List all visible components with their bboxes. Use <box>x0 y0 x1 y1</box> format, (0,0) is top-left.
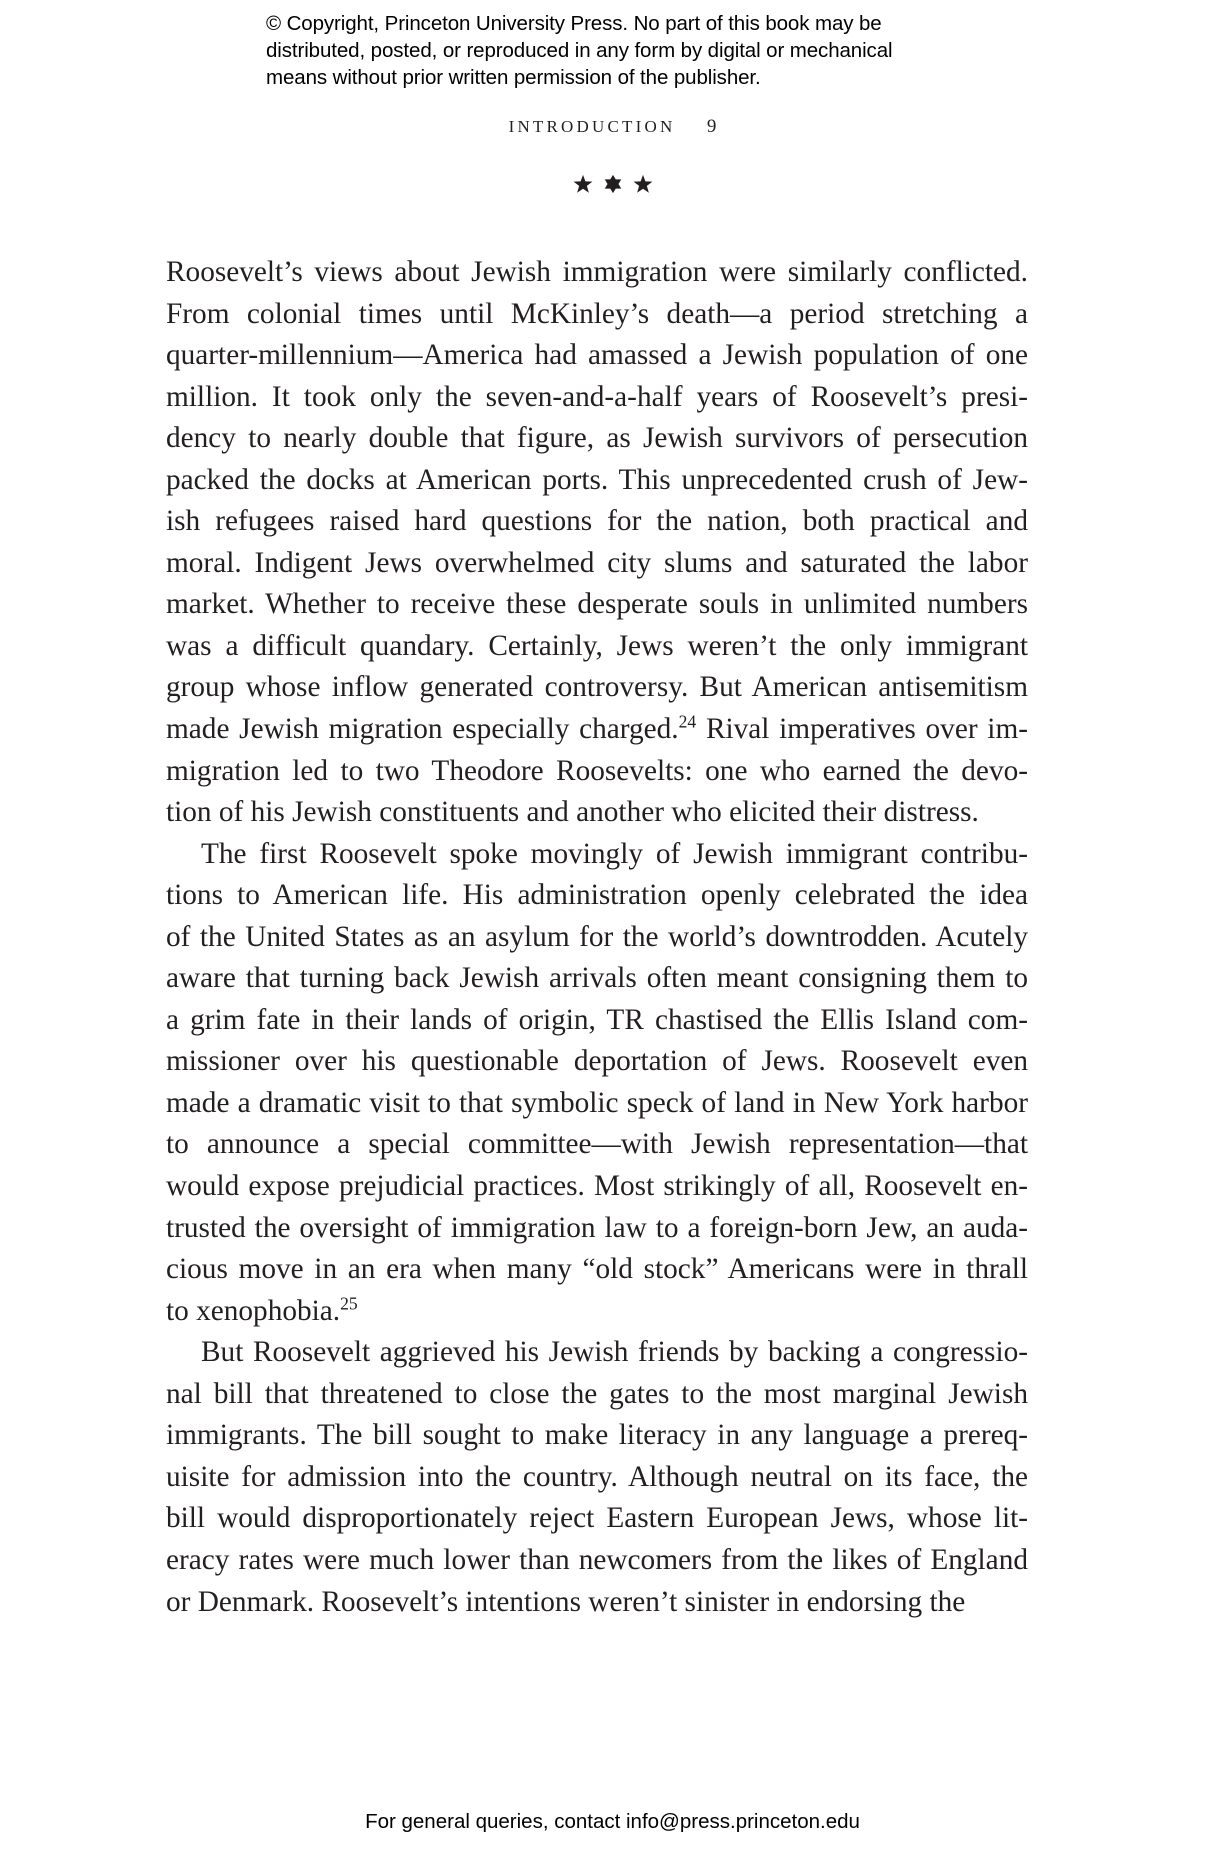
copyright-notice <box>266 10 986 91</box>
page-number: 9 <box>706 116 717 137</box>
text-line <box>166 1415 1028 1457</box>
footer-contact: For general queries, contact info@press.princeton.edu <box>365 1810 860 1833</box>
line-text: made Jewish migration especially charged. <box>166 713 679 746</box>
copyright-line: means without prior written permission of the publisher. <box>266 66 761 89</box>
text-line <box>166 1041 1028 1083</box>
line-text: group whose inflow generated controversy. But American antisemitism <box>166 671 1028 704</box>
line-text: ish refugees raised hard questions for the nation, both practical and <box>166 505 1028 538</box>
text-line <box>166 1457 1028 1499</box>
five-pointed-star-icon <box>572 173 594 195</box>
text-line <box>166 1124 1028 1166</box>
text-line <box>166 1332 1028 1374</box>
line-text: tion of his Jewish constituents and another who elicited their distress. <box>166 796 979 829</box>
line-text: trusted the oversight of immigration law to a foreign-born Jew, an auda- <box>166 1211 1028 1244</box>
footnote-reference[interactable]: 25 <box>340 1293 358 1314</box>
text-line <box>166 709 1028 751</box>
text-line <box>166 1166 1028 1208</box>
line-text: tions to American life. His administration openly celebrated the idea <box>166 879 1028 912</box>
text-line <box>166 1291 1028 1333</box>
line-text: Rival imperatives over im- <box>696 713 1028 746</box>
text-line <box>166 501 1028 543</box>
paragraph <box>166 252 1028 834</box>
text-line <box>166 418 1028 460</box>
text-line <box>166 335 1028 377</box>
line-text: bill would disproportionately reject Eastern European Jews, whose lit- <box>166 1502 1028 1535</box>
text-line <box>166 958 1028 1000</box>
text-line <box>166 377 1028 419</box>
paragraph <box>166 834 1028 1333</box>
text-line <box>166 584 1028 626</box>
text-line <box>166 252 1028 294</box>
text-line <box>166 1249 1028 1291</box>
line-text: migration led to two Theodore Roosevelts: one who earned the devo- <box>166 754 1028 787</box>
text-line <box>166 543 1028 585</box>
line-text: missioner over his questionable deportation of Jews. Roosevelt even <box>166 1045 1028 1078</box>
copyright-line: distributed, posted, or reproduced in any form by digital or mechanical <box>266 39 893 62</box>
line-text: The first Roosevelt spoke movingly of Jewish immigrant contribu- <box>201 837 1028 870</box>
paragraph <box>166 1332 1028 1623</box>
text-line <box>166 460 1028 502</box>
line-text: to announce a special committee—with Jewish representation—that <box>166 1128 1028 1161</box>
line-text: a grim fate in their lands of origin, TR chastised the Ellis Island com- <box>166 1003 1028 1036</box>
line-text: made a dramatic visit to that symbolic speck of land in New York harbor <box>166 1086 1028 1119</box>
six-pointed-star-icon <box>602 173 624 195</box>
running-head <box>0 116 1225 138</box>
line-text: to xenophobia. <box>166 1294 341 1327</box>
line-text: moral. Indigent Jews overwhelmed city slums and saturated the labor <box>166 546 1028 579</box>
text-line <box>166 626 1028 668</box>
line-text: was a difficult quandary. Certainly, Jews weren’t the only immigrant <box>166 629 1028 662</box>
section-break-ornament <box>0 173 1225 195</box>
line-text: aware that turning back Jewish arrivals often meant consigning them to <box>166 962 1028 995</box>
text-line <box>166 1208 1028 1250</box>
text-line <box>166 751 1028 793</box>
text-line <box>166 294 1028 336</box>
line-text: nal bill that threatened to close the gates to the most marginal Jewish <box>166 1377 1028 1410</box>
line-text: uisite for admission into the country. Although neutral on its face, the <box>166 1460 1028 1493</box>
text-line <box>166 1540 1028 1582</box>
line-text: But Roosevelt aggrieved his Jewish friends by backing a congressio- <box>201 1336 1028 1369</box>
line-text: million. It took only the seven-and-a-half years of Roosevelt’s presi- <box>166 380 1028 413</box>
line-text: or Denmark. Roosevelt’s intentions weren’t sinister in endorsing the <box>166 1585 966 1618</box>
five-pointed-star-icon <box>632 173 654 195</box>
line-text: Roosevelt’s views about Jewish immigration were similarly conflicted. <box>166 256 1028 288</box>
line-text: would expose prejudicial practices. Most strikingly of all, Roosevelt en- <box>166 1170 1028 1203</box>
text-line <box>166 1498 1028 1540</box>
line-text: market. Whether to receive these desperate souls in unlimited numbers <box>166 588 1028 621</box>
text-line <box>166 1374 1028 1416</box>
text-line <box>166 1582 1028 1624</box>
text-line <box>166 917 1028 959</box>
line-text: From colonial times until McKinley’s death—a period stretching a <box>166 297 1028 330</box>
text-line <box>166 667 1028 709</box>
running-head-title: INTRODUCTION <box>508 117 676 136</box>
line-text: dency to nearly double that figure, as Jewish survivors of persecution <box>166 422 1028 455</box>
body-text <box>166 252 1028 1623</box>
text-line <box>166 1000 1028 1042</box>
line-text: immigrants. The bill sought to make literacy in any language a prereq- <box>166 1419 1028 1452</box>
line-text: quarter-millennium—America had amassed a Jewish population of one <box>166 339 1028 372</box>
line-text: cious move in an era when many “old stock” Americans were in thrall <box>166 1253 1028 1286</box>
text-line <box>166 834 1028 876</box>
line-text: of the United States as an asylum for the world’s downtrodden. Acutely <box>166 920 1028 953</box>
text-line <box>166 792 1028 834</box>
text-line <box>166 875 1028 917</box>
text-line <box>166 1083 1028 1125</box>
copyright-line: © Copyright, Princeton University Press. No part of this book may be <box>266 12 882 35</box>
footnote-reference[interactable]: 24 <box>678 711 697 732</box>
line-text: eracy rates were much lower than newcomers from the likes of England <box>166 1543 1028 1576</box>
line-text: packed the docks at American ports. This unprecedented crush of Jew- <box>166 463 1028 496</box>
